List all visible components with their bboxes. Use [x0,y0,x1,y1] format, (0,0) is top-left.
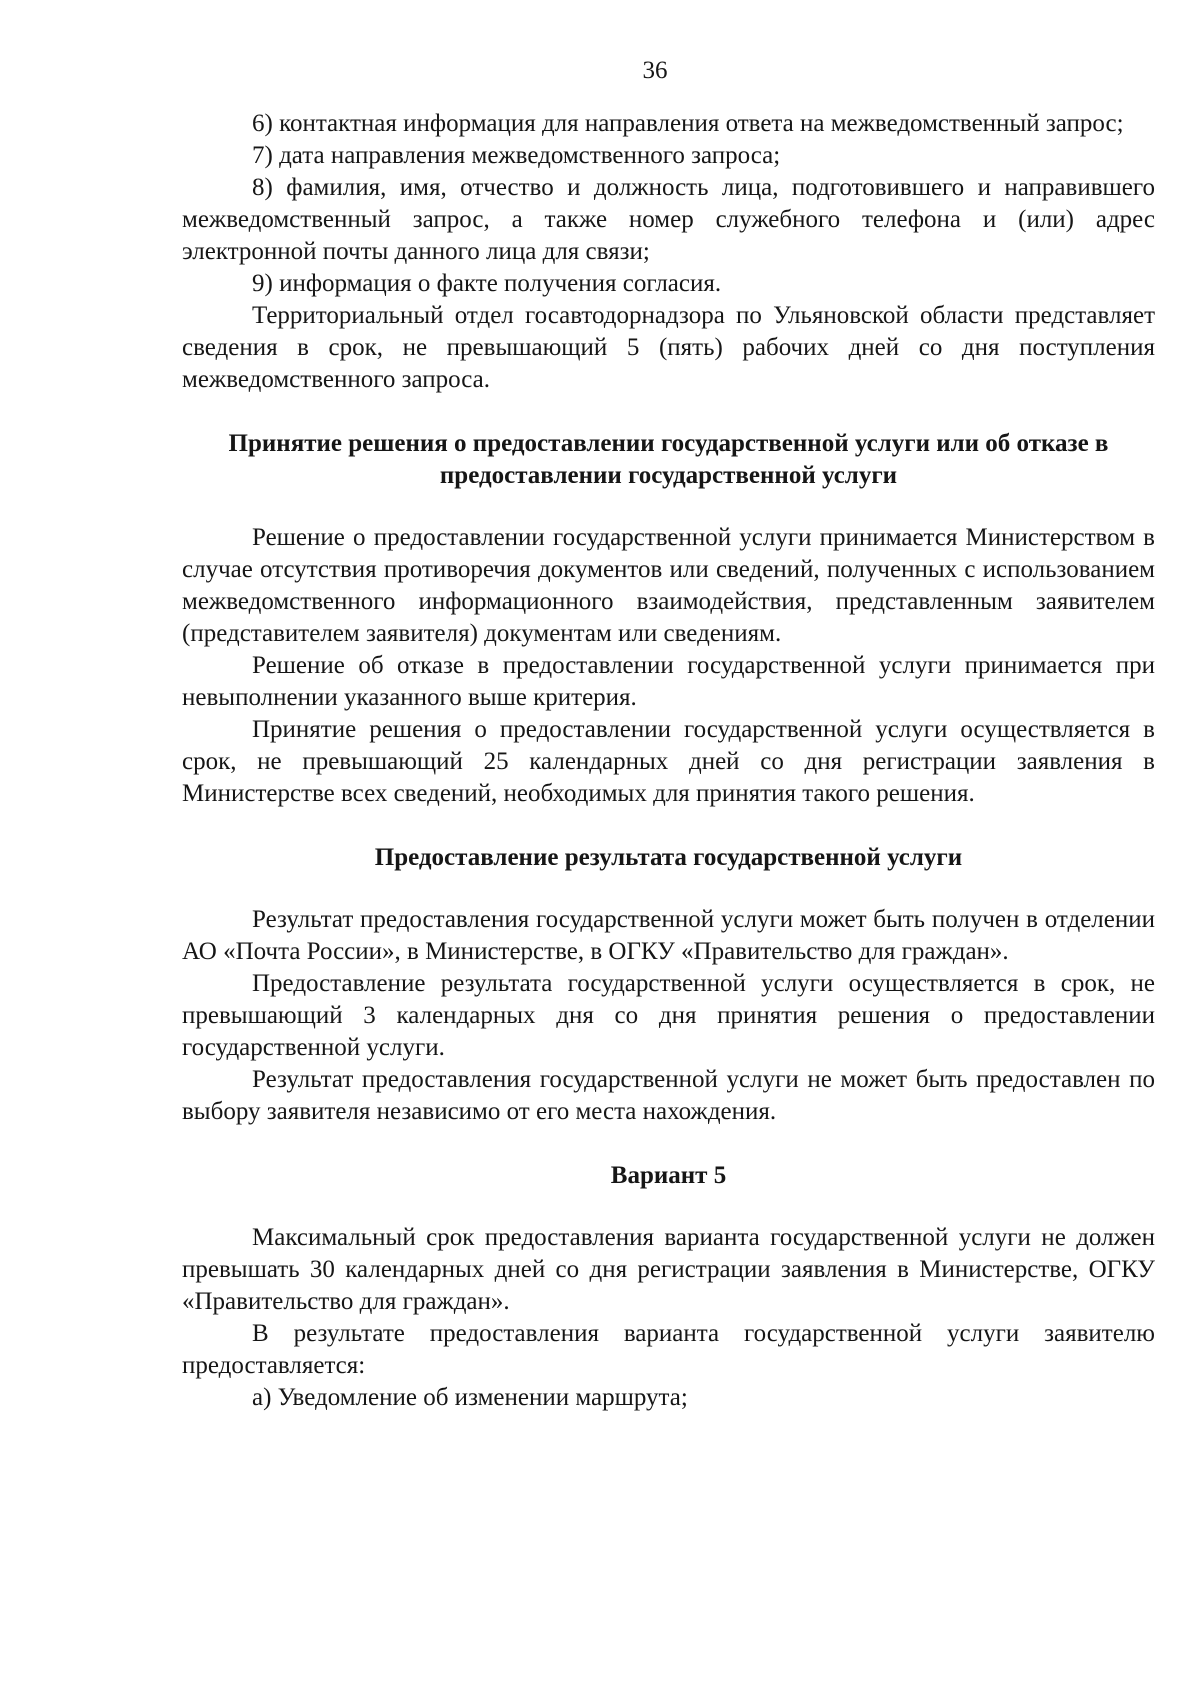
page-number: 36 [642,57,668,84]
document-body [182,108,1155,1414]
list-item-6: 6) контактная информация для направления ответа на межведомственный запрос; [252,110,1124,137]
list-item-a: а) Уведомление об изменении маршрута; [252,1384,688,1411]
section-heading-decision: Принятие решения о предоставлении государственной услуги или об отказе в предоставлении государственной услуги [228,430,1109,489]
list-item-9: 9) информация о факте получения согласия. [252,270,722,297]
paragraph-decision-granted: Решение о предоставлении государственной услуги принимается Министерством в случае отсутствия противоречия документов или сведений, полученных с использованием межведомственного информационного взаимодействия, представленным заявителем (представителем заявителя) документам или сведениям. [182,524,1155,647]
paragraph-result-location: Результат предоставления государственной услуги может быть получен в отделении АО «Почта России», в Министерстве, в ОГКУ «Правительство для граждан». [182,906,1155,965]
paragraph-variant-result: В результате предоставления варианта государственной услуги заявителю предоставляется: [182,1320,1155,1379]
paragraph-territorial-department: Территориальный отдел госавтодорнадзора по Ульяновской области представляет сведения в срок, не превышающий 5 (пять) рабочих дней со дня поступления межведомственного запроса. [182,302,1155,393]
paragraph-result-term: Предоставление результата государственной услуги осуществляется в срок, не превышающий 3 календарных дня со дня принятия решения о предоставлении государственной услуги. [182,970,1155,1061]
paragraph-decision-refused: Решение об отказе в предоставлении государственной услуги принимается при невыполнении указанного выше критерия. [182,652,1155,711]
paragraph-result-extraterritorial: Результат предоставления государственной услуги не может быть предоставлен по выбору заявителя независимо от его места нахождения. [182,1066,1155,1125]
list-item-8: 8) фамилия, имя, отчество и должность лица, подготовившего и направившего межведомственный запрос, а также номер служебного телефона и (или) адрес электронной почты данного лица для связи; [182,174,1155,265]
paragraph-variant-max-term: Максимальный срок предоставления варианта государственной услуги не должен превышать 30 календарных дней со дня регистрации заявления в Министерстве, ОГКУ «Правительство для граждан». [182,1224,1155,1315]
list-item-7: 7) дата направления межведомственного запроса; [252,142,781,169]
section-heading-variant-5: Вариант 5 [610,1162,727,1189]
paragraph-decision-term: Принятие решения о предоставлении государственной услуги осуществляется в срок, не превышающий 25 календарных дней со дня регистрации заявления в Министерстве всех сведений, необходимых для принятия такого решения. [182,716,1155,807]
section-heading-result: Предоставление результата государственной услуги [374,844,963,871]
